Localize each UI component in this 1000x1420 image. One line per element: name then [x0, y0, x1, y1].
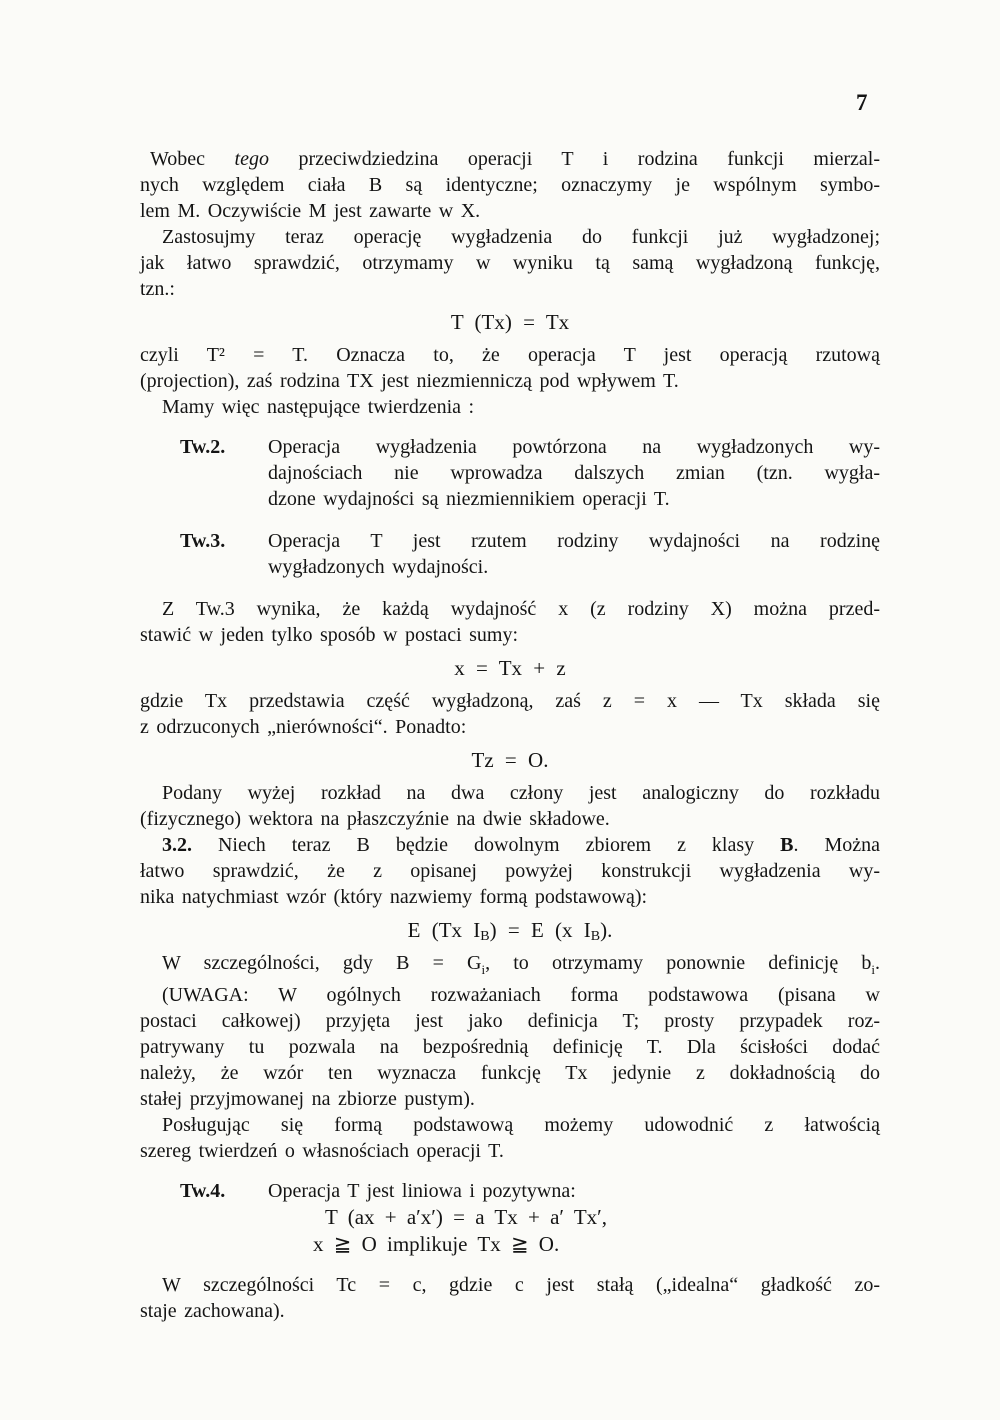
- theorem-body: [268, 1178, 880, 1258]
- italic-text: tego: [234, 148, 269, 170]
- text-segment: .: [875, 952, 880, 974]
- text-segment: , to otrzymamy ponownie definicję b: [485, 952, 872, 974]
- paragraph-32: [140, 832, 880, 910]
- text-line: Zastosujmy teraz operację wygładzenia do funkcji już wygładzonej;: [162, 226, 880, 248]
- text-segment: E (Tx I: [407, 918, 481, 942]
- theorem-tw3: [180, 528, 880, 580]
- text-line: [140, 832, 880, 858]
- text-line: staje zachowana).: [140, 1300, 285, 1322]
- formula-basic-form: [140, 917, 880, 943]
- section-number: 3.2.: [162, 834, 192, 856]
- text-line: (fizycznego) wektora na płaszczyźnie na dwie składowe.: [140, 808, 610, 830]
- subscript-i: i: [481, 962, 486, 977]
- paragraph-podany: [140, 780, 880, 832]
- text-segment: Niech teraz B będzie dowolnym zbiorem z klasy: [192, 834, 781, 856]
- text-line: stałej przyjmowanej na zbiorze pustym).: [140, 1088, 475, 1110]
- text-segment: ).: [600, 918, 613, 942]
- paragraph-czyli: [140, 342, 880, 394]
- text-block: [140, 146, 880, 1324]
- text-line: gdzie Tx przedstawia część wygładzoną, zaś z = x — Tx składa się: [140, 690, 880, 712]
- text-line: szereg twierdzeń o własnościach operacji T.: [140, 1140, 504, 1162]
- text-line: jak łatwo sprawdzić, otrzymamy w wyniku tą samą wygładzoną funkcję,: [140, 252, 880, 274]
- paragraph-gdzie: [140, 688, 880, 740]
- text-line: z odrzuconych „nierówności“. Ponadto:: [140, 716, 467, 738]
- text-line: Posługując się formą podstawową możemy udowodnić z łatwością: [162, 1114, 880, 1136]
- text-line: [140, 950, 880, 976]
- theorem-label: Tw.3.: [180, 530, 226, 552]
- text-line: Podany wyżej rozkład na dwa człony jest analogiczny do rozkładu: [162, 782, 880, 804]
- subscript-i: i: [871, 962, 875, 977]
- formula-linearity: T (ax + a′x′) = a Tx + a′ Tx′,: [325, 1205, 608, 1229]
- paragraph-szczegolnosci-gdy: [140, 950, 880, 976]
- text-line: Operacja T jest liniowa i pozytywna:: [268, 1180, 576, 1202]
- paragraph-tc: [140, 1272, 880, 1324]
- theorem-label: Tw.4.: [180, 1180, 226, 1202]
- text-line: (UWAGA: W ogólnych rozważaniach forma podstawowa (pisana w: [162, 984, 880, 1006]
- text-line: Mamy więc następujące twierdzenia :: [162, 396, 475, 418]
- text-line: tzn.:: [140, 278, 175, 300]
- text-line: łatwo sprawdzić, że z opisanej powyżej konstrukcji wygładzenia wy-: [140, 860, 880, 882]
- text-segment: Wobec: [150, 148, 235, 170]
- text-line: czyli T² = T. Oznacza to, że operacja T jest operacją rzutową: [140, 344, 880, 366]
- formula-positivity: x ≧ O implikuje Tx ≧ O.: [313, 1232, 560, 1256]
- paragraph-uwaga: [140, 982, 880, 1112]
- formula-ttx: T (Tx) = Tx: [450, 310, 570, 334]
- subscript-B: B: [480, 929, 490, 944]
- subscript-B: B: [590, 929, 601, 944]
- paragraph-mamy: [140, 394, 880, 420]
- text-line: (projection), zaś rodzina TX jest niezmienniczą pod wpływem T.: [140, 370, 679, 392]
- text-line: postaci całkowej) przyjęta jest jako definicja T; prosty przypadek roz-: [140, 1010, 880, 1032]
- theorem-body: [268, 528, 880, 580]
- text-line: [140, 146, 880, 172]
- text-segment: W szczególności, gdy B = G: [162, 952, 482, 974]
- text-segment: . Można: [793, 834, 880, 856]
- paragraph-poslugujac: [140, 1112, 880, 1164]
- theorem-body: [268, 434, 880, 512]
- text-line: wygładzonych wydajności.: [268, 556, 489, 578]
- bold-text: B: [780, 834, 794, 856]
- formula-x-tx-z: x = Tx + z: [454, 656, 566, 680]
- formula-tz: Tz = O.: [471, 748, 549, 772]
- page-number: 7: [856, 90, 868, 115]
- paragraph-ztw3: [140, 596, 880, 648]
- text-line: nych względem ciała B są identyczne; oznaczymy je wspólnym symbo-: [140, 174, 880, 196]
- text-line: Operacja wygładzenia powtórzona na wygładzonych wy-: [268, 436, 880, 458]
- theorem-tw2: [180, 434, 880, 512]
- theorem-tw4: [180, 1178, 880, 1258]
- text-line: dzone wydajności są niezmiennikiem operacji T.: [268, 488, 670, 510]
- theorem-label: Tw.2.: [180, 436, 226, 458]
- text-line: nika natychmiast wzór (który nazwiemy formą podstawową):: [140, 886, 648, 908]
- text-line: patrywany tu pozwala na bezpośrednią definicję T. Dla ścisłości dodać: [140, 1036, 880, 1058]
- text-line: należy, że wzór ten wyznacza funkcję Tx jedynie z dokładnością do: [140, 1062, 880, 1084]
- paragraph-zastosujmy: [140, 224, 880, 302]
- text-segment: przeciwdziedzina operacji T i rodzina funkcji mierzal-: [268, 148, 881, 170]
- text-line: dajnościach nie wprowadza dalszych zmian (tzn. wygła-: [268, 462, 880, 484]
- text-line: Operacja T jest rzutem rodziny wydajności na rodzinę: [268, 530, 880, 552]
- paragraph-wobec: [140, 146, 880, 224]
- text-segment: ) = E (x I: [489, 918, 591, 942]
- text-line: W szczególności Tc = c, gdzie c jest stałą („idealna“ gładkość zo-: [162, 1274, 880, 1296]
- text-line: stawić w jeden tylko sposób w postaci sumy:: [140, 624, 519, 646]
- text-line: lem M. Oczywiście M jest zawarte w X.: [140, 200, 481, 222]
- text-line: Z Tw.3 wynika, że każdą wydajność x (z rodziny X) można przed-: [162, 598, 880, 620]
